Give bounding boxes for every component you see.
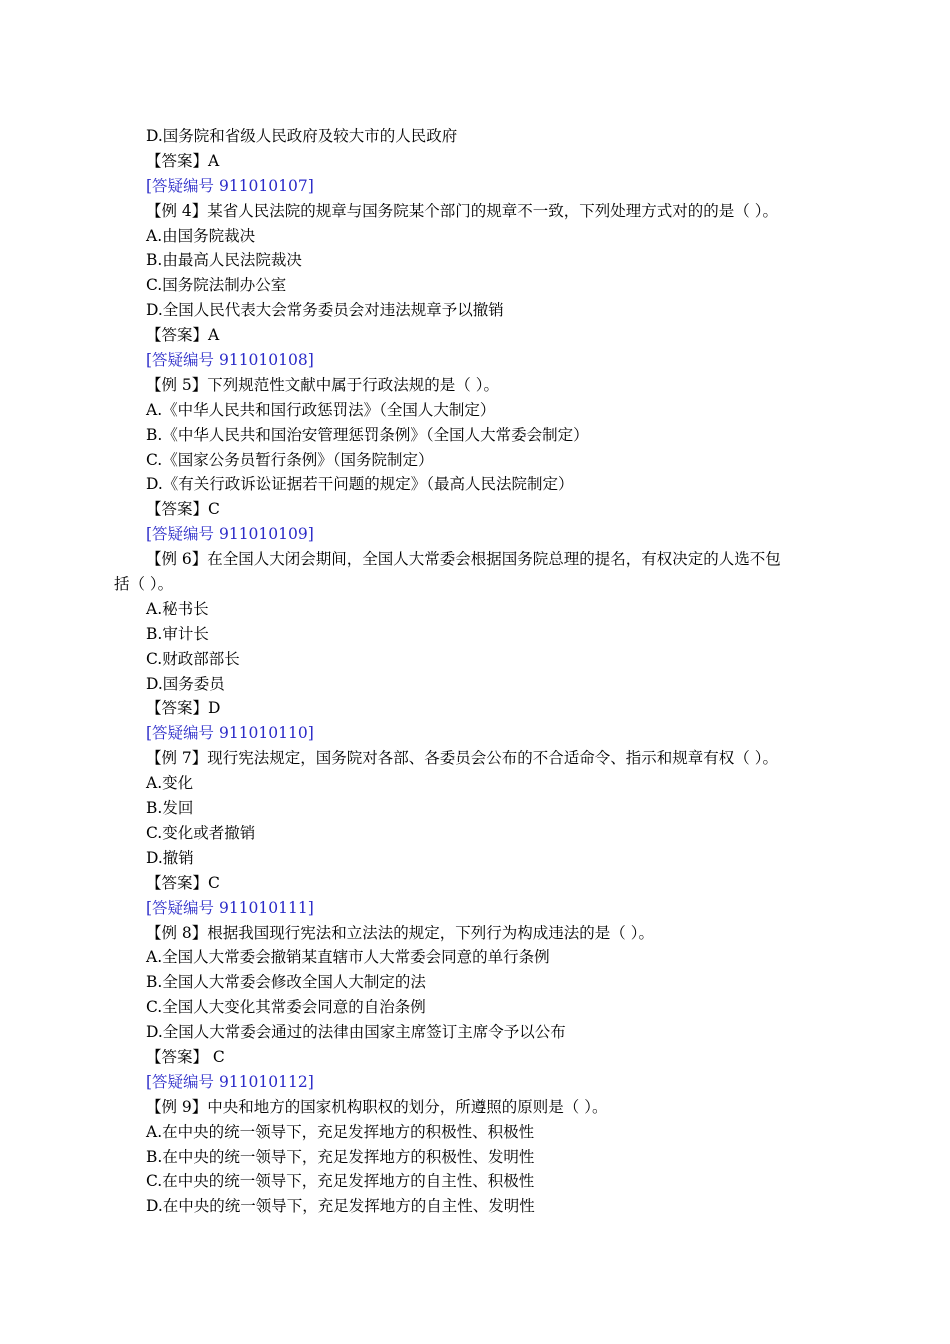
- option-line: B.发回: [146, 799, 194, 818]
- option-line: D.撤销: [146, 848, 194, 867]
- option-line: B.《中华人民共和国治安管理惩罚条例》（全国人大常委会制定）: [146, 425, 589, 444]
- answer-ref-line: [答疑编号 911010108]: [146, 351, 314, 370]
- option-line: C.在中央的统一领导下，充足发挥地方的自主性、积极性: [146, 1172, 535, 1191]
- answer-ref-line: [答疑编号 911010109]: [146, 525, 314, 544]
- question-line: 【例 9】中央和地方的国家机构职权的划分，所遵照的原则是（ ）。: [146, 1097, 608, 1116]
- answer-ref-line: [答疑编号 911010107]: [146, 176, 314, 195]
- answer-ref-line: [答疑编号 911010112]: [146, 1072, 314, 1091]
- answer-line: 【答案】 C: [146, 1047, 225, 1066]
- option-line: D.国务委员: [146, 674, 225, 693]
- option-line: D.全国人民代表大会常务委员会对违法规章予以撤销: [146, 301, 504, 320]
- answer-line: 【答案】C: [146, 873, 220, 892]
- option-line: C.《国家公务员暂行条例》（国务院制定）: [146, 450, 434, 469]
- question-line: 【例 8】根据我国现行宪法和立法法的规定，下列行为构成违法的是（ ）。: [146, 923, 654, 942]
- option-line: C.全国人大变化其常委会同意的自治条例: [146, 998, 426, 1017]
- option-line: D.全国人大常委会通过的法律由国家主席签订主席令予以公布: [146, 1023, 566, 1042]
- question-line: 【例 4】某省人民法院的规章与国务院某个部门的规章不一致，下列处理方式对的的是（ ）。: [146, 201, 778, 220]
- option-line: C.国务院法制办公室: [146, 276, 287, 295]
- option-line: C.财政部部长: [146, 649, 240, 668]
- option-line: B.审计长: [146, 624, 209, 643]
- option-line: A.全国人大常委会撤销某直辖市人大常委会同意的单行条例: [146, 948, 550, 967]
- option-line: A.变化: [146, 774, 194, 793]
- option-line: D.在中央的统一领导下，充足发挥地方的自主性、发明性: [146, 1197, 535, 1216]
- answer-line: 【答案】C: [146, 500, 220, 519]
- answer-line: 【答案】D: [146, 699, 221, 718]
- option-line: B.全国人大常委会修改全国人大制定的法: [146, 973, 426, 992]
- option-line: A.秘书长: [146, 599, 209, 618]
- question-line: 【例 5】下列规范性文献中属于行政法规的是（ ）。: [146, 375, 499, 394]
- option-line: A.由国务院裁决: [146, 226, 256, 245]
- question-line: 【例 6】在全国人大闭会期间，全国人大常委会根据国务院总理的提名，有权决定的人选不包: [146, 550, 781, 569]
- question-continuation-line: 括（ ）。: [114, 575, 174, 594]
- option-line: C.变化或者撤销: [146, 823, 256, 842]
- option-line: D.《有关行政诉讼证据若干问题的规定》（最高人民法院制定）: [146, 475, 574, 494]
- answer-line: 【答案】A: [146, 151, 220, 170]
- question-line: 【例 7】现行宪法规定，国务院对各部、各委员会公布的不合适命令、指示和规章有权（ ）。: [146, 749, 778, 768]
- option-line: A.《中华人民共和国行政惩罚法》（全国人大制定）: [146, 400, 496, 419]
- answer-line: 【答案】A: [146, 326, 220, 345]
- option-line: B.在中央的统一领导下，充足发挥地方的积极性、发明性: [146, 1147, 535, 1166]
- document-body: [114, 124, 844, 1219]
- option-line: D.国务院和省级人民政府及较大市的人民政府: [146, 127, 458, 145]
- answer-ref-line: [答疑编号 911010110]: [146, 724, 314, 743]
- option-line: B.由最高人民法院裁决: [146, 251, 302, 270]
- answer-ref-line: [答疑编号 911010111]: [146, 898, 314, 917]
- option-line: A.在中央的统一领导下，充足发挥地方的积极性、积极性: [146, 1122, 535, 1141]
